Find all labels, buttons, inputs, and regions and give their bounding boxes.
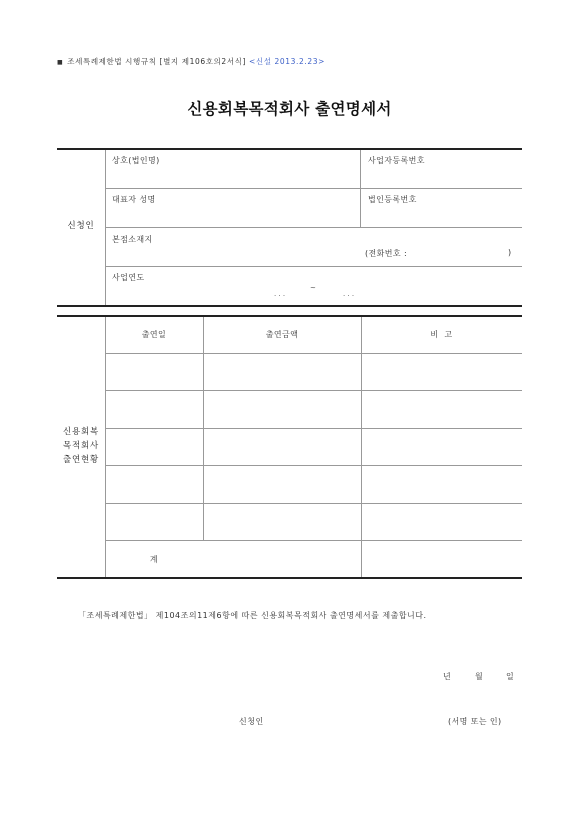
- contributions-header-divider: [105, 353, 522, 354]
- contributions-row-divider-2: [105, 428, 522, 429]
- fiscal-year-to: . . .: [343, 290, 355, 298]
- applicant-row-divider-1: [105, 188, 522, 189]
- contributions-row-divider-4: [105, 503, 522, 504]
- applicant-row-divider-2: [105, 227, 522, 228]
- representative-name-label: 대표자 성명: [112, 195, 156, 204]
- contributions-side-divider: [105, 317, 106, 577]
- contributions-col-divider-2: [361, 317, 362, 577]
- contributions-side-label: [57, 425, 105, 467]
- contributions-table-top-border: [57, 315, 522, 317]
- business-registration-label: 사업자등록번호: [368, 156, 425, 165]
- head-office-address-label: 본점소재지: [112, 235, 153, 244]
- contributions-row-divider-1: [105, 390, 522, 391]
- square-bullet-icon: ■: [57, 59, 64, 66]
- contributions-row-divider-5: [105, 540, 522, 541]
- contributions-side-label-line-1: 신용회복: [62, 427, 100, 437]
- submission-statement: 「조세특례제한법」 제104조의11제6항에 따른 신용회복목적회사 출연명세서를 제출합니다.: [78, 611, 427, 620]
- document-title: 신용회복목적회사 출연명세서: [187, 100, 392, 118]
- phone-number-close: ): [508, 248, 512, 257]
- contributions-side-label-line-2: 목적회사: [62, 441, 100, 451]
- fiscal-year-dash: ~: [310, 284, 316, 292]
- signature-applicant-label: 신청인: [239, 717, 264, 726]
- applicant-table-top-border: [57, 148, 522, 150]
- contributions-side-label-line-3: 출연현황: [62, 455, 100, 465]
- revision-tag: <신설 2013.2.23>: [248, 57, 325, 66]
- phone-number-label: (전화번호 :: [365, 249, 408, 258]
- date-month-label: 월: [475, 672, 483, 681]
- contributions-table-bottom-border: [57, 577, 522, 579]
- applicant-row-divider-3: [105, 266, 522, 267]
- applicant-side-label: 신청인: [67, 221, 95, 231]
- form-reference: [57, 56, 325, 67]
- applicant-table-bottom-border: [57, 305, 522, 307]
- column-header-contribution-amount: 출연금액: [265, 330, 299, 339]
- date-day-label: 일: [506, 672, 514, 681]
- contributions-row-divider-3: [105, 465, 522, 466]
- column-header-contribution-date: 출연일: [141, 330, 167, 339]
- fiscal-year-label: 사업연도: [112, 273, 145, 282]
- company-name-label: 상호(법인명): [112, 156, 160, 165]
- column-header-remarks: 비 고: [430, 330, 453, 339]
- signature-note: (서명 또는 인): [448, 717, 502, 726]
- corporate-registration-label: 법인등록번호: [368, 195, 417, 204]
- regulation-reference: 조세특례제한법 시행규칙 [별지 제106호의2서식]: [67, 57, 246, 66]
- total-row-label: 계: [149, 555, 159, 564]
- date-year-label: 년: [443, 672, 451, 681]
- fiscal-year-from: . . .: [274, 290, 286, 298]
